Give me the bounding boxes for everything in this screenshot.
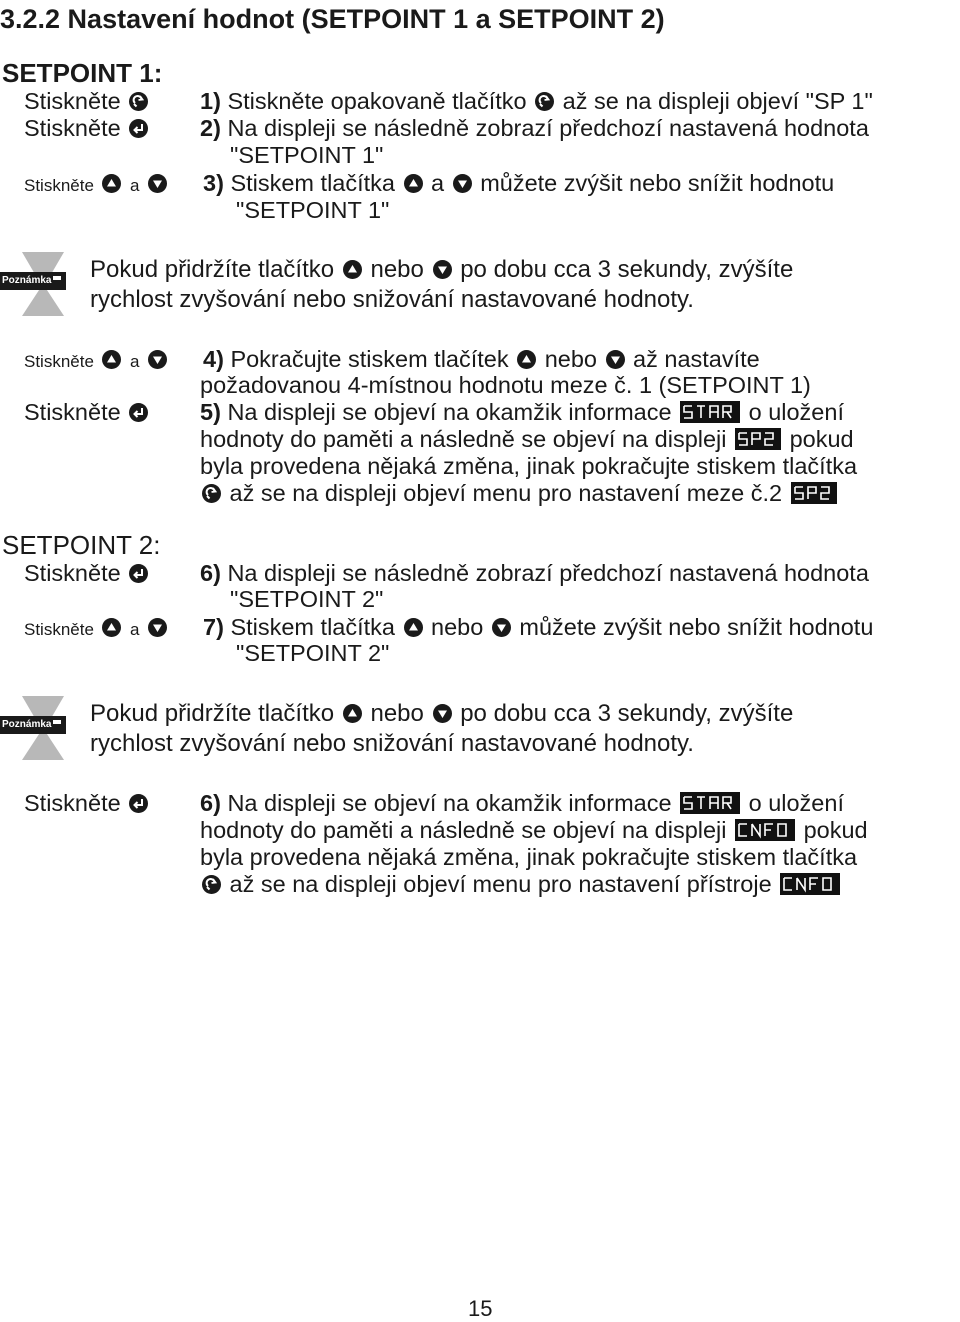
lcd-stored-display [680,401,740,423]
enter-icon [129,119,148,138]
up-arrow-icon [102,174,121,193]
lcd-config-display [735,819,795,841]
down-arrow-icon [433,704,452,723]
step-1: 1) Stiskněte opakovaně tlačítko až se na displeji objeví "SP 1" [200,88,873,114]
down-arrow-icon [433,260,452,279]
setpoint2-heading: SETPOINT 2: [2,530,161,560]
note-text-line2: rychlost zvyšování nebo snižování nastavované hodnoty. [90,286,694,313]
up-arrow-icon [343,260,362,279]
note-text: Pokud přidržíte tlačítko nebo po dobu cca 3 sekundy, zvýšíte [90,700,794,727]
enter-icon [129,403,148,422]
down-arrow-icon [492,618,511,637]
down-arrow-icon [148,174,167,193]
step-6-line2: "SETPOINT 2" [230,586,384,612]
step-8-line4: až se na displeji objeví menu pro nastavení přístroje [200,871,842,898]
step-5-line3: byla provedena nějaká změna, jinak pokračujte stiskem tlačítka [200,453,858,479]
lcd-config-display [780,873,840,895]
menu-rotate-icon [535,92,554,111]
up-arrow-icon [102,350,121,369]
lcd-stored-display [680,792,740,814]
step-8: 6) Na displeji se objeví na okamžik informace o uložení [200,790,844,816]
menu-rotate-icon [129,92,148,111]
down-arrow-icon [148,350,167,369]
press-label: Stiskněte [24,115,150,142]
lcd-sp2-display [735,428,781,450]
note-text-line2: rychlost zvyšování nebo snižování nastavované hodnoty. [90,730,694,757]
enter-icon [129,794,148,813]
press-label: Stiskněte a [24,170,169,199]
press-label: Stiskněte a [24,614,169,643]
step-5-line2: hodnoty do paměti a následně se objeví na displeji pokud [200,426,854,452]
step-2-line2: "SETPOINT 1" [230,142,384,168]
menu-rotate-icon [202,875,221,894]
up-arrow-icon [102,618,121,637]
down-arrow-icon [606,350,625,369]
step-7-line2: "SETPOINT 2" [236,640,390,666]
step-4: 4) Pokračujte stiskem tlačítek nebo až nastavíte [203,346,760,372]
step-5: 5) Na displeji se objeví na okamžik informace o uložení [200,399,844,425]
step-8-line2: hodnoty do paměti a následně se objeví na displeji pokud [200,817,868,843]
menu-rotate-icon [202,484,221,503]
note-text: Pokud přidržíte tlačítko nebo po dobu cca 3 sekundy, zvýšíte [90,256,794,283]
enter-icon [129,564,148,583]
press-label: Stiskněte [24,88,150,115]
step-5-line4: až se na displeji objeví menu pro nastavení meze č.2 [200,480,839,507]
step-3: 3) Stiskem tlačítka a můžete zvýšit nebo snížit hodnotu [203,170,835,196]
step-8-line3: byla provedena nějaká změna, jinak pokračujte stiskem tlačítka [200,844,858,870]
step-3-line2: "SETPOINT 1" [236,197,390,223]
setpoint1-heading: SETPOINT 1: [2,58,163,88]
lcd-sp2-display [791,482,837,504]
press-label: Stiskněte [24,399,150,426]
page-title: 3.2.2 Nastavení hodnot (SETPOINT 1 a SETPOINT 2) [0,4,665,34]
down-arrow-icon [453,174,472,193]
note-badge: Poznámka [0,248,66,328]
press-label: Stiskněte [24,790,150,817]
step-2: 2) Na displeji se následně zobrazí předchozí nastavená hodnota [200,115,869,141]
step-6: 6) Na displeji se následně zobrazí předchozí nastavená hodnota [200,560,869,586]
step-4-line2: požadovanou 4-místnou hodnotu meze č. 1 (SETPOINT 1) [200,372,811,398]
up-arrow-icon [517,350,536,369]
note-badge: Poznámka [0,692,66,772]
up-arrow-icon [404,618,423,637]
press-label: Stiskněte a [24,346,169,375]
up-arrow-icon [404,174,423,193]
down-arrow-icon [148,618,167,637]
step-7: 7) Stiskem tlačítka nebo můžete zvýšit nebo snížit hodnotu [203,614,874,640]
page-number: 15 [468,1296,493,1321]
up-arrow-icon [343,704,362,723]
press-label: Stiskněte [24,560,150,587]
